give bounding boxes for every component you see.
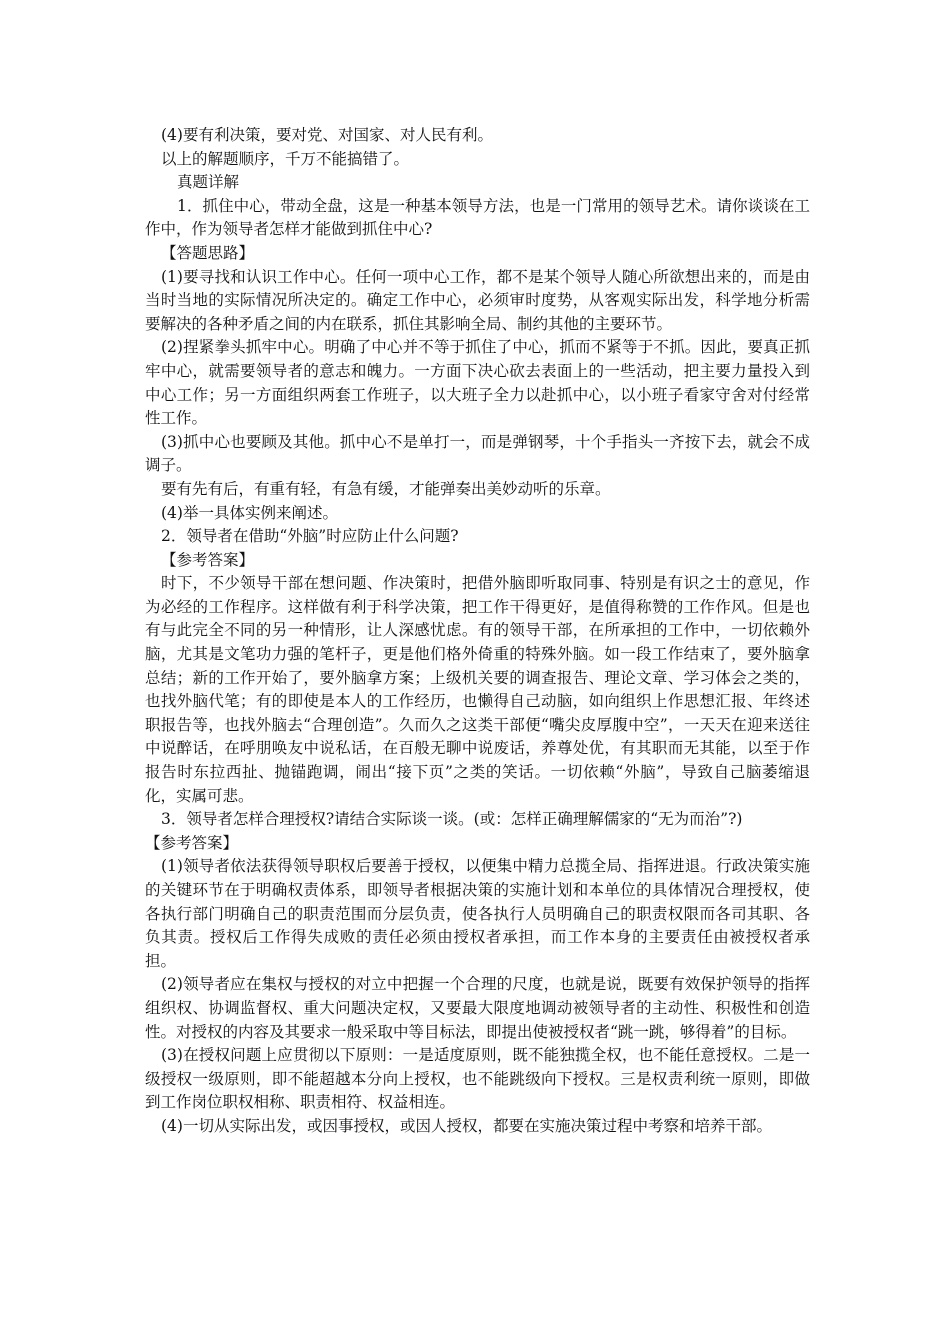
answer-1-point-3: (3)抓中心也要顾及其他。抓中心不是单打一，而是弹钢琴，十个手指头一齐按下去，就会不成调子。 bbox=[145, 432, 810, 475]
paragraph-point-4-decision: (4)要有利决策，要对党、对国家、对人民有利。 bbox=[161, 126, 493, 144]
heading-reference-answer-2: 【参考答案】 bbox=[161, 550, 255, 569]
section-title-exam-questions: 真题详解 bbox=[177, 173, 240, 192]
answer-2-body: 时下，不少领导干部在想问题、作决策时，把借外脑即听取同事、特别是有识之士的意见，作为必经的工作程序。这样做有利于科学决策，把工作干得更好，是值得称赞的工作作风。但是也有与此完全不同的另一种情形，让人深感忧虑。有的领导干部，在所承担的工作中，一切依赖外脑，尤其是文笔功力强的笔杆子，更是他们格外倚重的特殊外脑。如一段工作结束了，要外脑拿总结；新的工作开始了，要外脑拿方案；上级机关要的调查报告、理论文章、学习体会之类的，也找外脑代笔；有的即使是本人的工作经历，也懒得自己动脑，如向组织上作思想汇报、年终述职报告等，也找外脑去“合理创造”。久而久之这类干部便“嘴尖皮厚腹中空”，一天天在迎来送往中说醉话，在呼朋唤友中说私话，在百般无聊中说废话，养尊处优，有其职而无其能，以至于作报告时东拉西扯、抛锚跑调，闹出“接下页”之类的笑话。一切依赖“外脑”，导致自己脑萎缩退化，实属可悲。 bbox=[145, 574, 810, 805]
answer-3-point-4: (4)一切从实际出发，或因事授权，或因人授权，都要在实施决策过程中考察和培养干部。 bbox=[161, 1116, 772, 1135]
answer-3-point-3: (3)在授权问题上应贯彻以下原则：一是适度原则，既不能独揽全权，也不能任意授权。二是一级授权一级原则，即不能超越本分向上授权，也不能跳级向下授权。三是权责利统一原则，即做到工作岗位职权相称、职责相符、权益相连。 bbox=[145, 1046, 810, 1112]
question-1: 1．抓住中心，带动全盘，这是一种基本领导方法，也是一门常用的领导艺术。请你谈谈在工作中，作为领导者怎样才能做到抓住中心? bbox=[145, 196, 810, 239]
document-page bbox=[145, 124, 810, 1139]
heading-reference-answer-3: 【参考答案】 bbox=[145, 833, 239, 852]
answer-3-point-2: (2)领导者应在集权与授权的对立中把握一个合理的尺度，也就是说，既要有效保护领导的指挥组织权、协调监督权、重大问题决定权，又要最大限度地调动被领导者的主动性、积极性和创造性。对授权的内容及其要求一般采取中等目标法，即提出使被授权者“跳一跳，够得着”的目标。 bbox=[145, 975, 810, 1041]
answer-1-point-1: (1)要寻找和认识工作中心。任何一项中心工作，都不是某个领导人随心所欲想出来的，而是由当时当地的实际情况所决定的。确定工作中心，必须审时度势，从客观实际出发，科学地分析需要解决的各种矛盾之间的内在联系，抓住其影响全局、制约其他的主要环节。 bbox=[145, 267, 810, 333]
question-2: 2．领导者在借助“外脑”时应防止什么问题? bbox=[161, 527, 459, 546]
answer-1-point-2: (2)捏紧拳头抓牢中心。明确了中心并不等于抓住了中心，抓而不紧等于不抓。因此，要真正抓牢中心，就需要领导者的意志和魄力。一方面下决心砍去表面上的一些活动，把主要力量投入到中心工作；另一方面组织两套工作班子，以大班子全力以赴抓中心，以小班子看家守舍对付经常性工作。 bbox=[145, 338, 810, 428]
paragraph-order-note: 以上的解题顺序，千万不能搞错了。 bbox=[161, 149, 410, 168]
answer-1-point-4: (4)举一具体实例来阐述。 bbox=[161, 503, 338, 522]
answer-3-point-1: (1)领导者依法获得领导职权后要善于授权，以便集中精力总揽全局、指挥进退。行政决策实施的关键环节在于明确权责体系，即领导者根据决策的实施计划和本单位的具体情况合理授权，使各执行部门明确自己的职责范围而分层负责，使各执行人员明确自己的职责权限而各司其职、各负其责。授权后工作得失成败的责任必须由授权者承担，而工作本身的主要责任由被授权者承担。 bbox=[145, 857, 810, 970]
answer-1-point-3-cont: 要有先有后，有重有轻，有急有缓，才能弹奏出美妙动听的乐章。 bbox=[161, 479, 611, 498]
question-3: 3．领导者怎样合理授权?请结合实际谈一谈。(或：怎样正确理解儒家的“无为而治”?) bbox=[161, 810, 743, 829]
heading-answer-approach: 【答题思路】 bbox=[161, 243, 255, 262]
